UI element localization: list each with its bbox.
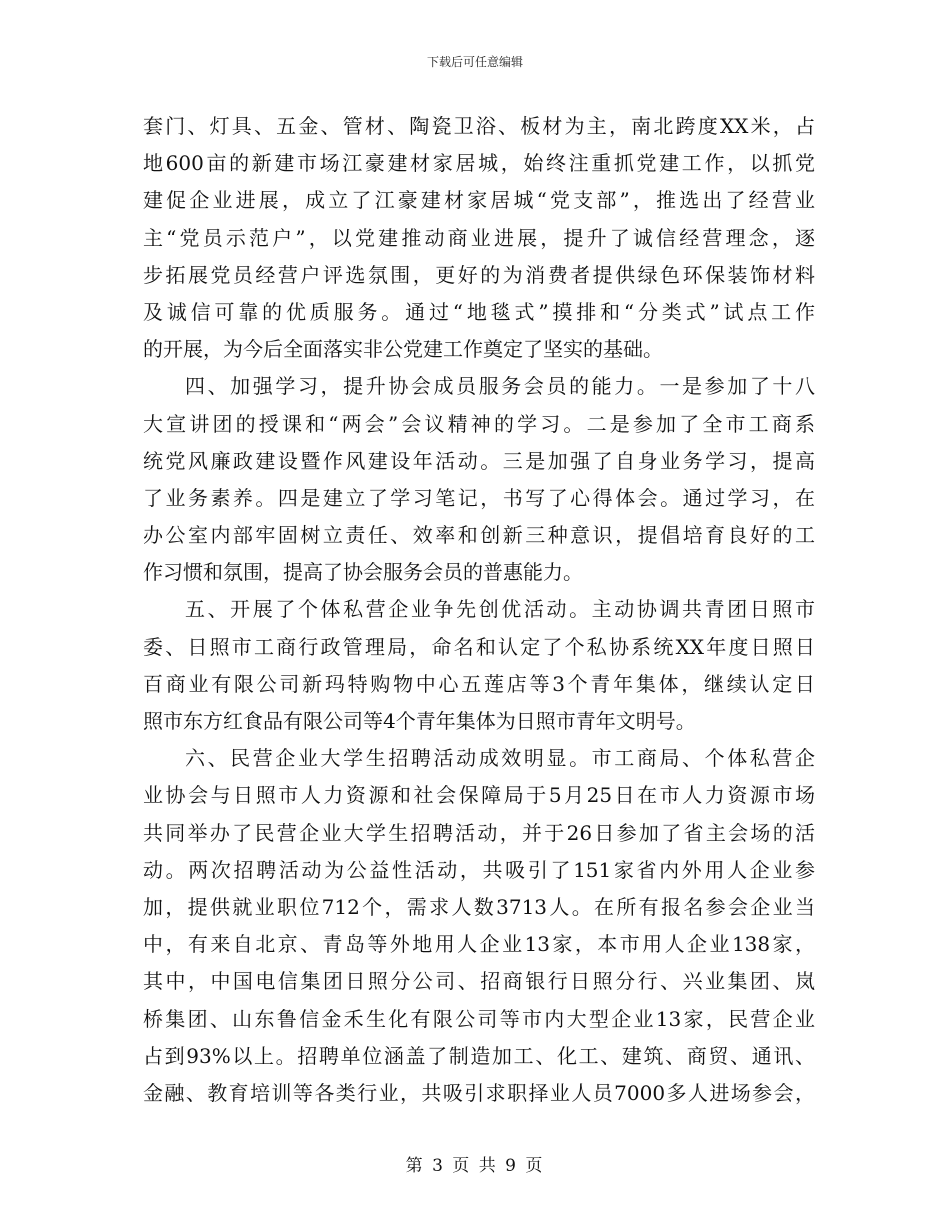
text-line: 套门、灯具、五金、管材、陶瓷卫浴、板材为主，南北跨度XX米，占 bbox=[143, 114, 815, 138]
document-body bbox=[143, 108, 815, 1112]
text-line: 共同举办了民营企业大学生招聘活动，并于26日参加了省主会场的活 bbox=[143, 820, 815, 845]
text-line: 占到93%以上。招聘单位涵盖了制造加工、化工、建筑、商贸、通讯、 bbox=[143, 1043, 815, 1068]
text-line: 加，提供就业职位712个，需求人数3713人。在所有报名参会企业当 bbox=[143, 894, 815, 919]
text-line: 桥集团、山东鲁信金禾生化有限公司等市内大型企业13家，民营企业 bbox=[143, 1006, 815, 1031]
text-line: 中，有来自北京、青岛等外地用人企业13家，本市用人企业138家， bbox=[143, 932, 815, 957]
text-line: 统党风廉政建设暨作风建设年活动。三是加强了自身业务学习，提高 bbox=[143, 448, 815, 473]
text-line: 的开展，为今后全面落实非公党建工作奠定了坚实的基础。 bbox=[143, 337, 663, 362]
text-line: 地600亩的新建市场江豪建材家居城，始终注重抓党建工作，以抓党 bbox=[143, 151, 815, 176]
text-line: 建促企业进展，成立了江豪建材家居城“党支部”，推选出了经营业 bbox=[143, 188, 815, 213]
text-line: 动。两次招聘活动为公益性活动，共吸引了151家省内外用人企业参 bbox=[143, 857, 815, 882]
text-line: 了业务素养。四是建立了学习笔记，书写了心得体会。通过学习，在 bbox=[143, 485, 815, 510]
text-line: 百商业有限公司新玛特购物中心五莲店等3个青年集体，继续认定日 bbox=[143, 671, 815, 696]
text-line: 金融、教育培训等各类行业，共吸引求职择业人员7000多人进场参会， bbox=[143, 1080, 815, 1105]
page-header-note: 下载后可任意编辑 bbox=[426, 55, 523, 69]
text-line: 委、日照市工商行政管理局，命名和认定了个私协系统XX年度日照日 bbox=[143, 634, 815, 659]
text-line: 及诚信可靠的优质服务。通过“地毯式”摸排和“分类式”试点工作 bbox=[143, 299, 815, 324]
text-line: 照市东方红食品有限公司等4个青年集体为日照市青年文明号。 bbox=[143, 709, 696, 733]
paragraph-start-line: 四、加强学习，提升协会成员服务会员的能力。一是参加了十八 bbox=[185, 374, 815, 399]
paragraph-start-line: 六、民营企业大学生招聘活动成效明显。市工商局、个体私营企 bbox=[185, 746, 815, 771]
paragraph-start-line: 五、开展了个体私营企业争先创优活动。主动协调共青团日照市 bbox=[185, 597, 815, 622]
text-line: 其中，中国电信集团日照分公司、招商银行日照分行、兴业集团、岚 bbox=[143, 969, 815, 994]
text-line: 办公室内部牢固树立责任、效率和创新三种意识，提倡培育良好的工 bbox=[143, 523, 815, 548]
text-line: 主“党员示范户”，以党建推动商业进展，提升了诚信经营理念，逐 bbox=[143, 225, 815, 250]
text-line: 作习惯和氛围，提高了协会服务会员的普惠能力。 bbox=[143, 560, 583, 585]
text-line: 大宣讲团的授课和“两会”会议精神的学习。二是参加了全市工商系 bbox=[143, 411, 815, 436]
text-line: 业协会与日照市人力资源和社会保障局于5月25日在市人力资源市场 bbox=[143, 783, 815, 808]
text-line: 步拓展党员经营户评选氛围，更好的为消费者提供绿色环保装饰材料 bbox=[143, 262, 815, 287]
page-number-footer: 第 3 页 共 9 页 bbox=[405, 1156, 545, 1176]
